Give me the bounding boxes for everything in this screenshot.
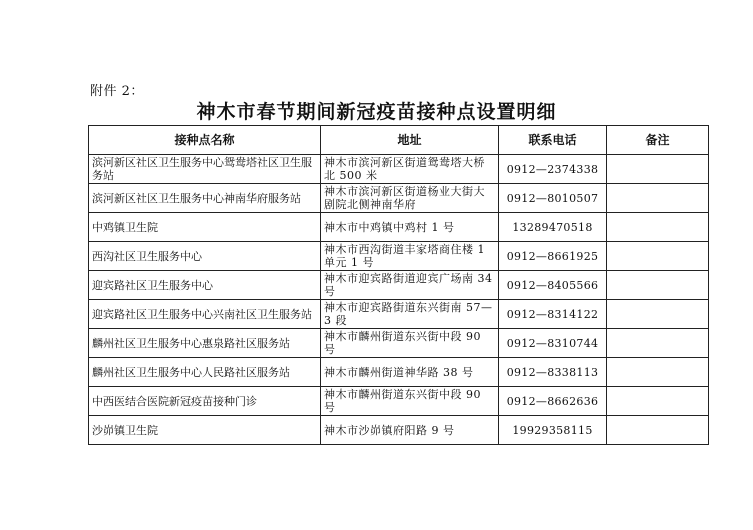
- site-address: 神木市滨河新区街道杨业大街大剧院北侧神南华府: [321, 184, 499, 213]
- site-phone: 13289470518: [499, 213, 607, 242]
- table-row: [89, 387, 709, 416]
- site-remark: [607, 329, 709, 358]
- column-header-phone: 联系电话: [499, 126, 607, 155]
- site-address: 神木市中鸡镇中鸡村 1 号: [321, 213, 499, 242]
- site-phone: 0912—8662636: [499, 387, 607, 416]
- site-name: 迎宾路社区卫生服务中心兴南社区卫生服务站: [89, 300, 321, 329]
- column-header-remark: 备注: [607, 126, 709, 155]
- site-address: 神木市沙峁镇府阳路 9 号: [321, 416, 499, 445]
- site-address: 神木市迎宾路街道东兴街南 57—3 段: [321, 300, 499, 329]
- table-row: [89, 155, 709, 184]
- site-address: 神木市麟州街道神华路 38 号: [321, 358, 499, 387]
- site-phone: 0912—8338113: [499, 358, 607, 387]
- site-phone: 0912—8310744: [499, 329, 607, 358]
- table-row: [89, 300, 709, 329]
- site-phone: 0912—8010507: [499, 184, 607, 213]
- table-header-row: [89, 126, 709, 155]
- site-remark: [607, 358, 709, 387]
- site-name: 中西医结合医院新冠疫苗接种门诊: [89, 387, 321, 416]
- site-remark: [607, 271, 709, 300]
- site-address: 神木市麟州街道东兴街中段 90 号: [321, 387, 499, 416]
- table-row: [89, 358, 709, 387]
- site-phone: 0912—8314122: [499, 300, 607, 329]
- table-row: [89, 271, 709, 300]
- table-row: [89, 184, 709, 213]
- site-remark: [607, 387, 709, 416]
- site-address: 神木市西沟街道丰家塔商住楼 1 单元 1 号: [321, 242, 499, 271]
- site-remark: [607, 155, 709, 184]
- site-name: 迎宾路社区卫生服务中心: [89, 271, 321, 300]
- site-phone: 0912—2374338: [499, 155, 607, 184]
- site-name: 滨河新区社区卫生服务中心神南华府服务站: [89, 184, 321, 213]
- site-name: 滨河新区社区卫生服务中心鸳鸯塔社区卫生服务站: [89, 155, 321, 184]
- table-row: [89, 329, 709, 358]
- site-remark: [607, 416, 709, 445]
- site-remark: [607, 213, 709, 242]
- vaccination-sites-table: [88, 125, 709, 445]
- site-remark: [607, 300, 709, 329]
- table-row: [89, 242, 709, 271]
- column-header-name: 接种点名称: [89, 126, 321, 155]
- site-name: 麟州社区卫生服务中心人民路社区服务站: [89, 358, 321, 387]
- site-address: 神木市麟州街道东兴街中段 90 号: [321, 329, 499, 358]
- table-row: [89, 213, 709, 242]
- site-remark: [607, 184, 709, 213]
- site-remark: [607, 242, 709, 271]
- site-name: 中鸡镇卫生院: [89, 213, 321, 242]
- attachment-label: 附件 2：: [90, 84, 144, 99]
- site-phone: 19929358115: [499, 416, 607, 445]
- site-address: 神木市迎宾路街道迎宾广场南 34 号: [321, 271, 499, 300]
- site-name: 麟州社区卫生服务中心惠泉路社区服务站: [89, 329, 321, 358]
- site-name: 西沟社区卫生服务中心: [89, 242, 321, 271]
- table-row: [89, 416, 709, 445]
- site-address: 神木市滨河新区街道鸳鸯塔大桥北 500 米: [321, 155, 499, 184]
- site-phone: 0912—8661925: [499, 242, 607, 271]
- site-name: 沙峁镇卫生院: [89, 416, 321, 445]
- site-phone: 0912—8405566: [499, 271, 607, 300]
- document-title: 神木市春节期间新冠疫苗接种点设置明细: [196, 101, 557, 123]
- column-header-address: 地址: [321, 126, 499, 155]
